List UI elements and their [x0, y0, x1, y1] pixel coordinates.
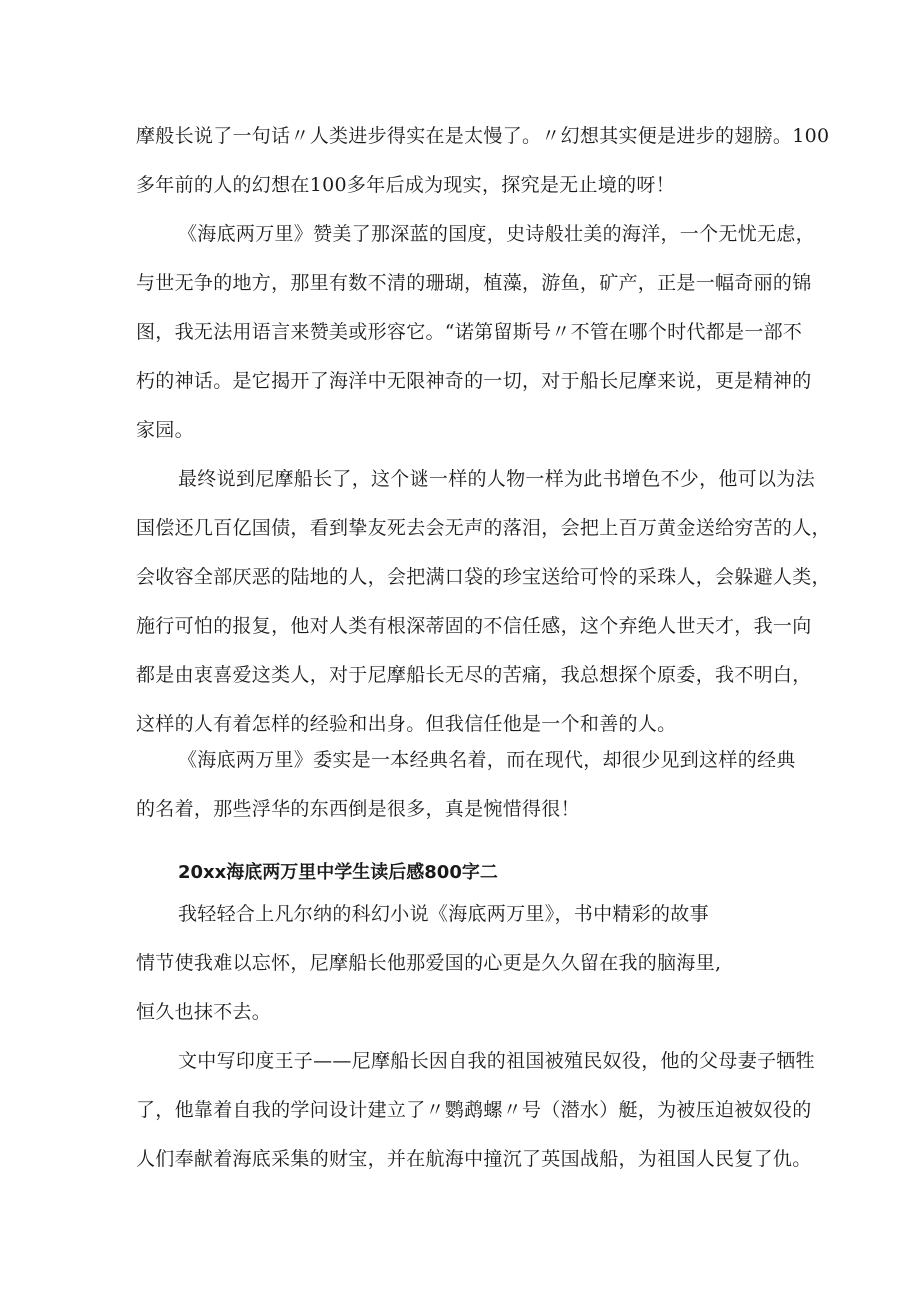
text-line: 《海底两万里》委实是一本经典名着，而在现代，却很少见到这样的经典 — [178, 749, 796, 771]
section-heading: 20xx海底两万里中学生读后感800字二 — [178, 862, 498, 883]
paragraph-second-intro — [136, 890, 796, 1037]
text-line: 的名着，那些浮华的东西倒是很多，真是惋惜得很！ — [136, 798, 580, 820]
text-line: 朽的神话。是它揭开了海洋中无限神奇的一切，对于船长尼摩来说，更是精神的 — [136, 370, 812, 392]
text-line: 会收容全部厌恶的陆地的人，会把满口袋的珍宝送给可怜的采珠人，会躲避人类， — [136, 566, 831, 588]
text-line: 多年前的人的幻想在100多年后成为现实，探究是无止境的呀！ — [136, 174, 675, 196]
text-line: 文中写印度王子——尼摩船长因自我的祖国被殖民奴役，他的父母妻子牺牲 — [178, 1050, 815, 1072]
text-line: 这样的人有着怎样的经验和出身。但我信任他是一个和善的人。 — [136, 713, 677, 735]
text-line: 我轻轻合上凡尔纳的科幻小说《海底两万里》，书中精彩的故事 — [178, 903, 709, 925]
text-line: 家园。 — [136, 419, 194, 441]
text-line: 《海底两万里》赞美了那深蓝的国度，史诗般壮美的海洋，一个无忧无虑， — [178, 223, 815, 245]
paragraph-ocean — [136, 210, 815, 455]
text-line: 情节使我难以忘怀，尼摩船长他那爱国的心更是久久留在我的脑海里, — [136, 952, 722, 974]
paragraph-intro — [136, 112, 830, 210]
text-line: 最终说到尼摩船长了，这个谜一样的人物一样为此书增色不少，他可以为法 — [178, 468, 815, 490]
text-line: 图，我无法用语言来赞美或形容它。“诺第留斯号〃不管在哪个时代都是一部不 — [136, 321, 803, 343]
text-line: 人们奉献着海底采集的财宝，并在航海中撞沉了英国战船，为祖国人民复了仇。 — [136, 1148, 812, 1170]
text-line: 恒久也抹不去。 — [136, 1001, 272, 1023]
text-line: 了，他靠着自我的学问设计建立了〃鹦鹉螺〃号（潜水）艇，为被压迫被奴役的 — [136, 1099, 812, 1121]
paragraph-second-prince — [136, 1037, 815, 1184]
paragraph-classic — [136, 736, 796, 834]
text-line: 都是由衷喜爱这类人，对于尼摩船长无尽的苦痛，我总想探个原委，我不明白， — [136, 664, 812, 686]
text-line: 施行可怕的报复，他对人类有根深蒂固的不信任感，这个弃绝人世天才，我一向 — [136, 615, 812, 637]
text-line: 摩般长说了一句话〃人类进步得实在是太慢了。〃幻想其实便是进步的翅膀。100 — [136, 125, 830, 147]
paragraph-nemo — [136, 455, 831, 749]
text-line: 与世无争的地方，那里有数不清的珊瑚，植藻，游鱼，矿产，正是一幅奇丽的锦 — [136, 272, 812, 294]
text-line: 国偿还几百亿国债，看到挚友死去会无声的落泪，会把上百万黄金送给穷苦的人， — [136, 517, 831, 539]
